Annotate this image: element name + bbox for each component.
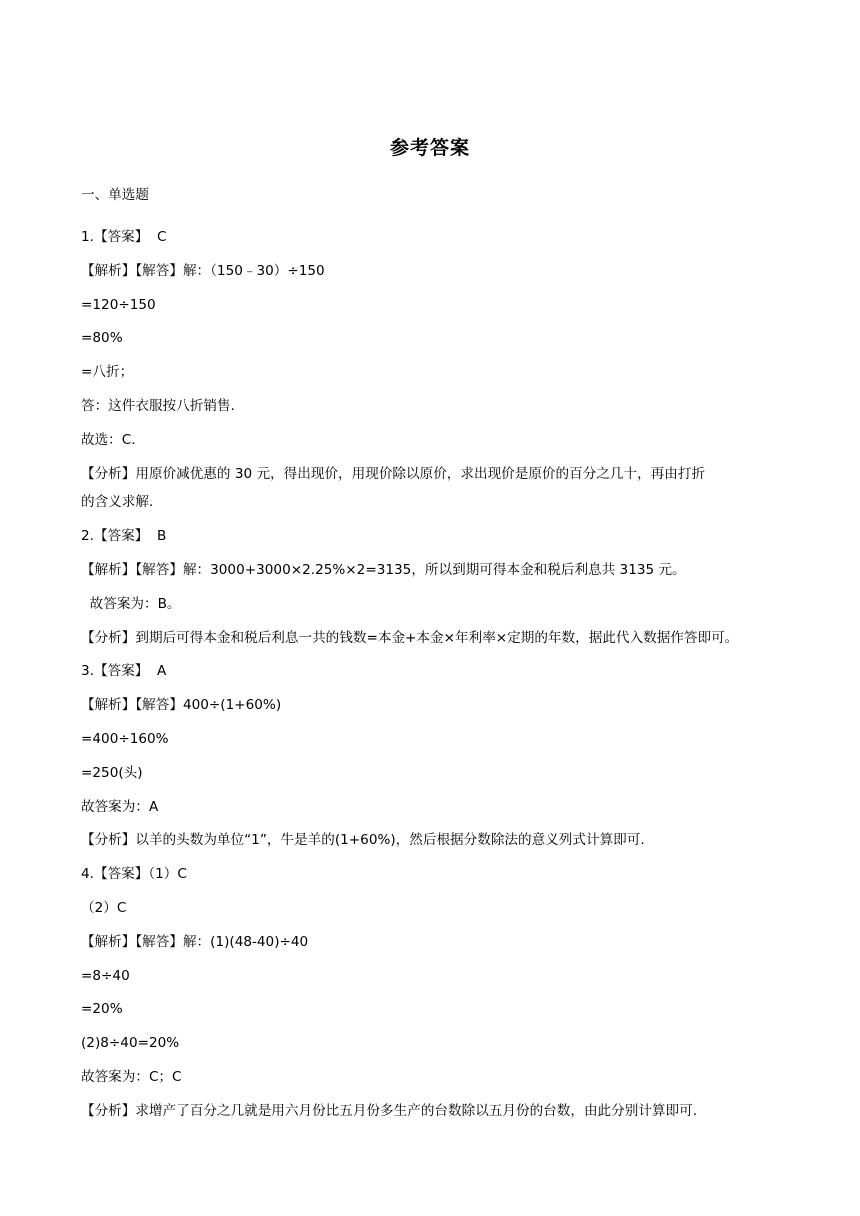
q4-solution: 【解析】【解答】解：(1)(48-40)÷40 bbox=[81, 933, 309, 950]
q1-step: =八折； bbox=[81, 364, 134, 381]
q3-step: =400÷160% bbox=[81, 730, 169, 747]
q2-solution: 【解析】【解答】解：3000+3000×2.25%×2=3135，所以到期可得本金和税后利息共 3135 元。 bbox=[81, 561, 686, 578]
q2-choice: 故答案为：B。 bbox=[81, 595, 181, 612]
section-heading: 一、单选题 bbox=[81, 187, 149, 203]
q1-step: =120÷150 bbox=[81, 296, 156, 313]
document-body bbox=[81, 184, 781, 1134]
q2-analysis: 【分析】到期后可得本金和税后利息一共的钱数=本金+本金×年利率×定期的年数，据此代入数据作答即可。 bbox=[81, 629, 739, 646]
q3-solution: 【解析】【解答】400÷(1+60%) bbox=[81, 697, 282, 714]
q3-step: =250(头) bbox=[81, 764, 143, 781]
q4-answer-part2: （2）C bbox=[81, 899, 127, 916]
q1-answer: 1.【答案】 C bbox=[81, 229, 167, 245]
q4-step: =20% bbox=[81, 1001, 123, 1018]
q1-choice: 故选：C. bbox=[81, 431, 136, 448]
q4-choice: 故答案为：C；C bbox=[81, 1068, 182, 1085]
q2-answer: 2.【答案】 B bbox=[81, 528, 167, 545]
q1-analysis-continued: 的含义求解. bbox=[81, 494, 154, 511]
q4-analysis: 【分析】求增产了百分之几就是用六月份比五月份多生产的台数除以五月份的台数，由此分别计算即可. bbox=[81, 1102, 698, 1119]
q4-answer: 4.【答案】（1）C bbox=[81, 866, 187, 883]
q1-step: =80% bbox=[81, 330, 123, 347]
q3-choice: 故答案为：A bbox=[81, 798, 159, 815]
q3-answer: 3.【答案】 A bbox=[81, 663, 167, 680]
q4-step: =8÷40 bbox=[81, 967, 130, 984]
q1-conclusion: 答：这件衣服按八折销售. bbox=[81, 397, 235, 414]
q4-step: (2)8÷40=20% bbox=[81, 1035, 180, 1052]
q1-analysis: 【分析】用原价减优惠的 30 元，得出现价，用现价除以原价，求出现价是原价的百分之几十，再由打折 bbox=[81, 465, 706, 482]
q1-solution: 【解析】【解答】解：（150﹣30）÷150 bbox=[81, 262, 325, 279]
q3-analysis: 【分析】以羊的头数为单位“1”，牛是羊的(1+60%)，然后根据分数除法的意义列式计算即可. bbox=[81, 832, 645, 849]
page-title: 参考答案 bbox=[389, 137, 470, 159]
